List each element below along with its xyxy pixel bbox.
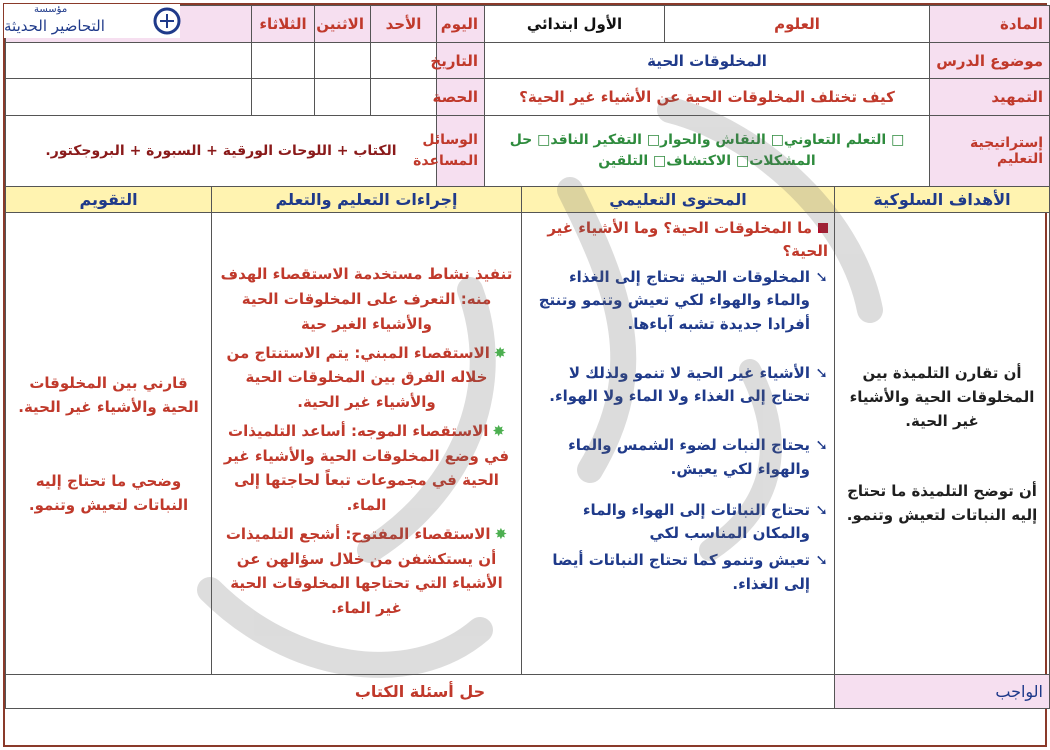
arrow-bullet-icon: ➘ <box>815 436 828 455</box>
day-sunday: الأحد <box>371 6 437 43</box>
col-evaluation: التقويم <box>6 187 212 213</box>
procedure-2: ✸الاستقصاء الموجه: أساعد التلميذات في وضع المخلوقات الحية والأشياء غير الحية في مجموعات تبعاً لحاجتها إلى الماء. <box>223 421 510 514</box>
period-cell-3 <box>252 79 315 116</box>
content-bullet-5: ➘ تعيش وتنمو كما تحتاج النباتات أيضا إلى الغذاء. <box>552 551 828 593</box>
date-cell-3 <box>252 42 315 79</box>
procedures-intro: تنفيذ نشاط مستخدمة الاستقصاء الهدف منه: التعرف على المخلوقات الحية والأشياء الغير حية <box>220 265 513 333</box>
period-cell-4 <box>6 79 252 116</box>
topic-label: موضوع الدرس <box>930 42 1050 79</box>
content-question: ما المخلوقات الحية؟ وما الأشياء غير الحية؟ <box>547 219 828 260</box>
aids-value: الكتاب + اللوحات الورقية + السبورة + البروجكتور. <box>6 116 437 187</box>
main-table <box>5 186 1050 709</box>
logo-line1: مؤسسة <box>34 4 68 15</box>
procedures-cell <box>212 213 522 675</box>
period-cell-1 <box>371 79 437 116</box>
col-objectives: الأهداف السلوكية <box>835 187 1050 213</box>
date-cell-4 <box>6 42 252 79</box>
star-icon: ✸ <box>493 343 507 362</box>
logo-emblem-icon <box>152 6 182 36</box>
grade-value: الأول ابتدائي <box>485 6 665 43</box>
homework-value: حل أسئلة الكتاب <box>6 675 835 709</box>
objective-2: أن توضح التلميذة ما تحتاج إليه النباتات لتعيش وتنمو. <box>846 481 1038 524</box>
star-icon: ✸ <box>492 421 505 440</box>
intro-label: التمهيد <box>930 79 1050 116</box>
objectives-cell <box>835 213 1050 675</box>
date-cell-2 <box>315 42 371 79</box>
publisher-logo <box>4 4 180 38</box>
procedure-1: ✸الاستقصاء المبني: يتم الاستنتاج من خلاله الفرق بين المخلوقات الحية والأشياء غير الحية. <box>226 343 507 411</box>
arrow-bullet-icon: ➘ <box>815 363 828 382</box>
intro-value: كيف تختلف المخلوقات الحية عن الأشياء غير الحية؟ <box>485 79 930 116</box>
homework-label: الواجب <box>835 675 1050 709</box>
content-cell <box>522 213 835 675</box>
logo-line2: التحاضير الحديثة <box>4 17 105 35</box>
aids-label: الوسائل المساعدة <box>437 116 485 187</box>
arrow-bullet-icon: ➘ <box>815 500 828 519</box>
date-cell-1 <box>371 42 437 79</box>
star-icon: ✸ <box>494 524 508 543</box>
date-label: التاريخ <box>437 42 485 79</box>
evaluation-cell <box>6 213 212 675</box>
content-bullet-2: ➘ الأشياء غير الحية لا تنمو ولذلك لا تحتاج إلى الغذاء ولا الماء ولا الهواء. <box>549 363 828 405</box>
col-procedures: إجراءات التعليم والتعلم <box>212 187 522 213</box>
square-bullet-icon <box>818 223 828 233</box>
strategy-label: إستراتيجية التعليم <box>930 116 1050 187</box>
day-label: اليوم <box>437 6 485 43</box>
content-bullet-3: ➘ يحتاج النبات لضوء الشمس والماء والهواء لكي يعيش. <box>568 436 828 478</box>
procedure-3: ✸الاستقصاء المفتوح: أشجع التلميذات أن يستكشفن من خلال سؤالهن عن الأشياء التي تحتاجها المخلوقات الحية غير الماء. <box>225 524 508 617</box>
subject-label: المادة <box>930 6 1050 43</box>
content-bullet-1: ➘ المخلوقات الحية تحتاج إلى الغذاء والماء والهواء لكي تعيش وتنمو وتنتج أفرادا جديدة تشبه آباءها. <box>538 268 828 333</box>
day-monday: الاثنين <box>315 6 371 43</box>
content-bullet-4: ➘ تحتاج النباتات إلى الهواء والماء والمكان المناسب لكي <box>582 500 828 542</box>
evaluation-2: وضحي ما تحتاج إليه النباتات لتعيش وتنمو. <box>28 471 189 514</box>
strategy-list: □ التعلم التعاوني□ النقاش والحوار□ التفكير الناقد□ حل المشكلات□ الاكتشاف□ التلقين <box>485 116 930 187</box>
topic-value: المخلوقات الحية <box>485 42 930 79</box>
period-cell-2 <box>315 79 371 116</box>
objective-1: أن تقارن التلميذة بين المخلوقات الحية والأشياء غير الحية. <box>849 363 1035 430</box>
day-tuesday: الثلاثاء <box>252 6 315 43</box>
lesson-plan-page <box>3 3 1047 747</box>
subject-value: العلوم <box>665 6 930 43</box>
arrow-bullet-icon: ➘ <box>815 551 828 570</box>
col-content: المحتوى التعليمي <box>522 187 835 213</box>
period-label: الحصة <box>437 79 485 116</box>
arrow-bullet-icon: ➘ <box>815 268 828 286</box>
content-list <box>528 266 828 596</box>
evaluation-1: قارني بين المخلوقات الحية والأشياء غير الحية. <box>18 373 199 416</box>
